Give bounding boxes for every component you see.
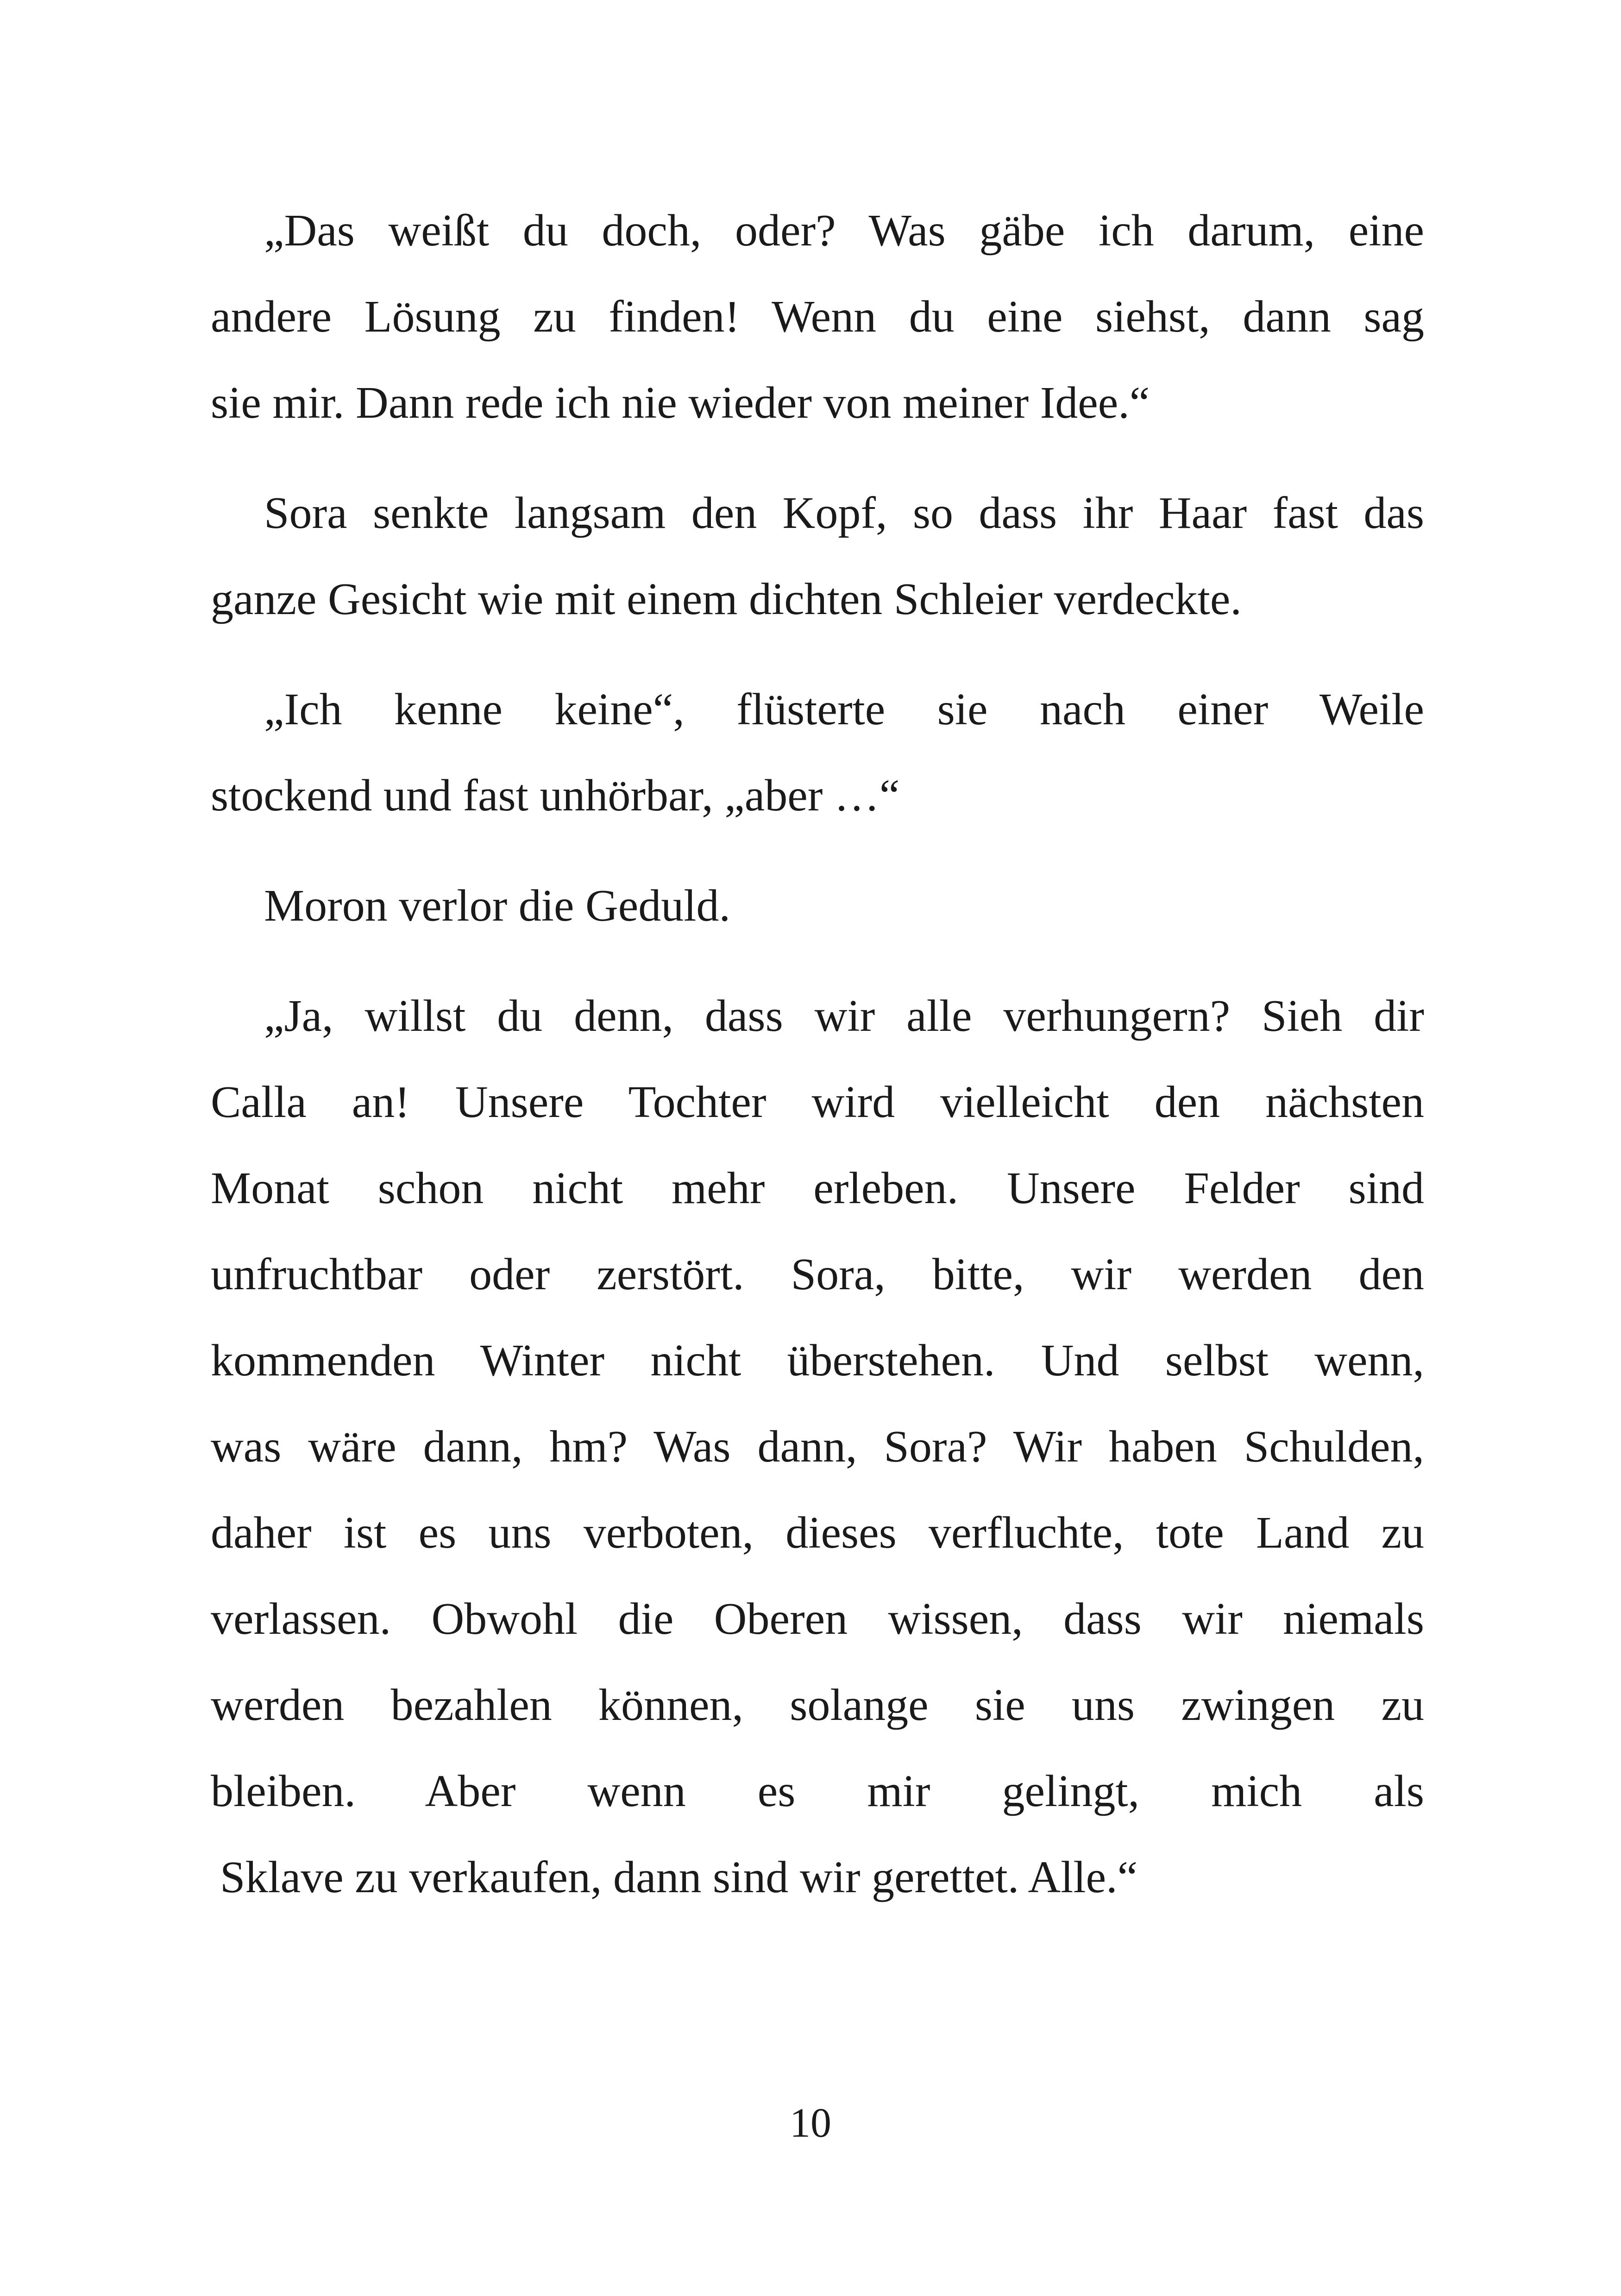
paragraph — [211, 188, 1424, 446]
text-line: Monat schon nicht mehr erleben. Unsere Felder sind — [211, 1163, 1424, 1213]
text-line: stockend und fast unhörbar, „aber …“ — [211, 771, 900, 821]
body-text — [211, 188, 1424, 1945]
text-line: ganze Gesicht wie mit einem dichten Schleier verdeckte. — [211, 574, 1242, 624]
text-line: „Ja, willst du denn, dass wir alle verhungern? Sieh dir — [264, 991, 1424, 1041]
text-line: unfruchtbar oder zerstört. Sora, bitte, wir werden den — [211, 1249, 1424, 1299]
paragraph — [211, 666, 1424, 839]
text-line: verlassen. Obwohl die Oberen wissen, dass wir niemals — [211, 1594, 1424, 1644]
text-line: Calla an! Unsere Tochter wird vielleicht den nächsten — [211, 1077, 1424, 1127]
text-line: Sklave zu verkaufen, dann sind wir gerettet. Alle.“ — [220, 1852, 1138, 1902]
text-line: kommenden Winter nicht überstehen. Und selbst wenn, — [211, 1336, 1424, 1386]
paragraph — [211, 973, 1424, 1920]
text-line: andere Lösung zu finden! Wenn du eine siehst, dann sag — [211, 292, 1424, 342]
text-line: was wäre dann, hm? Was dann, Sora? Wir haben Schulden, — [211, 1422, 1424, 1472]
text-line: werden bezahlen können, solange sie uns zwingen zu — [211, 1680, 1424, 1730]
text-line: „Ich kenne keine“, flüsterte sie nach einer Weile — [264, 684, 1424, 734]
text-line: Moron verlor die Geduld. — [264, 881, 730, 931]
page-number: 10 — [790, 2100, 831, 2146]
paragraph — [211, 863, 1424, 949]
text-line: bleiben. Aber wenn es mir gelingt, mich als — [211, 1766, 1424, 1816]
text-line: Sora senkte langsam den Kopf, so dass ihr Haar fast das — [264, 488, 1424, 538]
text-line: sie mir. Dann rede ich nie wieder von meiner Idee.“ — [211, 378, 1150, 428]
text-line: „Das weißt du doch, oder? Was gäbe ich darum, eine — [264, 206, 1424, 256]
text-line: daher ist es uns verboten, dieses verfluchte, tote Land zu — [211, 1508, 1424, 1558]
paragraph — [211, 470, 1424, 642]
